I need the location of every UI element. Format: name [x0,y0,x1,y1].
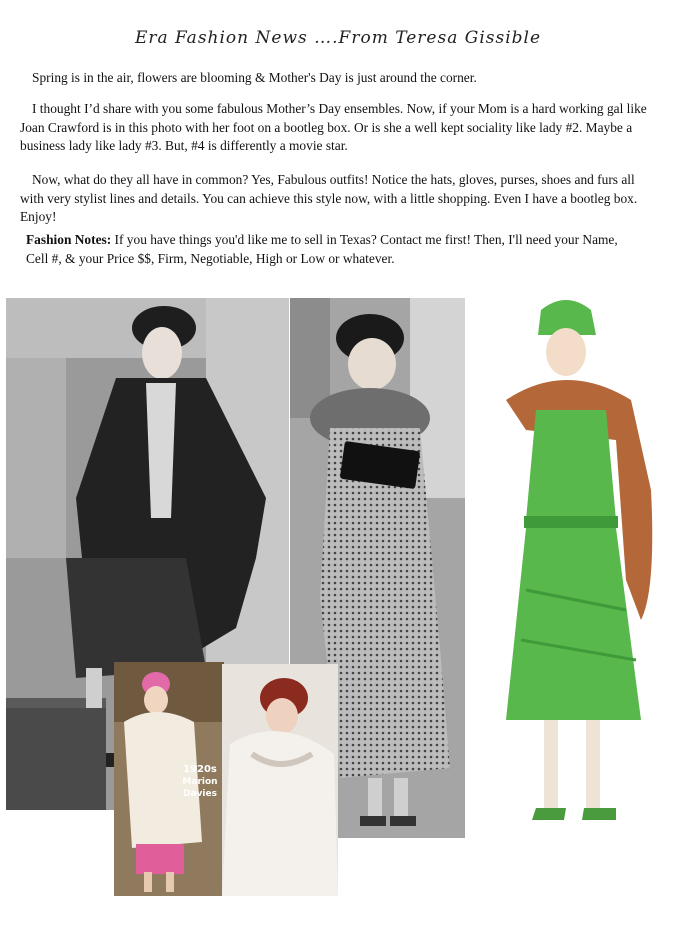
caption-first-name: Marion [182,777,218,787]
fur-stole-photo [222,664,338,896]
green-dress-illustration [466,290,666,842]
caption-year: 1920s [183,764,217,775]
fashion-notes-label: Fashion Notes: [26,232,112,247]
fashion-notes-text: If you have things you'd like me to sell in Texas? Contact me first! Then, I'll need your Name, Cell #, & your Price $$, Firm, Negotiable, High or Low or whatever. [26,232,618,266]
caption-last-name: Davies [183,789,217,799]
page-title: Era Fashion News ….From Teresa Gissible [134,28,542,48]
ensembles-paragraph: I thought I’d share with you some fabulous Mother’s Day ensembles. Now, if your Mom is a hard working gal like Joan Crawford is in this photo with her foot on a bootleg box. Or is she a well kept sociality like lady #2. Maybe a business lady like lady #3. But, #4 is differently a movie star. [20,101,647,153]
common-paragraph: Now, what do they all have in common? Yes, Fabulous outfits! Notice the hats, gloves, purses, shoes and furs all with very stylist lines and details. You can achieve this style now, with a little shopping. Even I have a bootleg box. Enjoy! [20,172,638,224]
intro-paragraph: Spring is in the air, flowers are blooming & Mother's Day is just around the corner. [32,70,477,85]
marion-davies-caption [180,764,220,800]
